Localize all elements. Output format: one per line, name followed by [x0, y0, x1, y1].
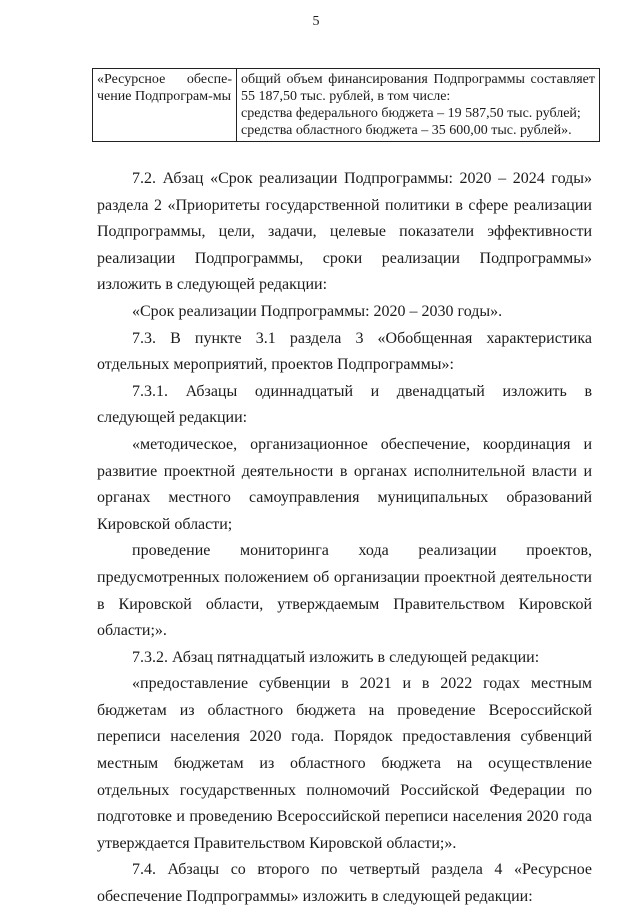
- table-line-regional: средства областного бюджета – 35 600,00 тыс. рублей».: [241, 123, 572, 138]
- resource-table: [92, 68, 600, 142]
- paragraph-7-2: 7.2. Абзац «Срок реализации Подпрограммы: 2020 – 2024 годы» раздела 2 «Приоритеты государственной политики в сфере реализации Подпрограммы, цели, задачи, целевые показатели эффективности реализации Подпрограммы, сроки реализации Подпрограммы» изложить в следующей редакции:: [97, 170, 592, 294]
- paragraph-7-4: 7.4. Абзацы со второго по четвертый раздела 4 «Ресурсное обеспечение Подпрограммы» изложить в следующей редакции:: [97, 861, 592, 906]
- table-row: [93, 69, 600, 142]
- paragraph-7-3-2: 7.3.2. Абзац пятнадцатый изложить в следующей редакции:: [132, 648, 540, 666]
- document-body: [97, 166, 592, 911]
- paragraph-new-term: «Срок реализации Подпрограммы: 2020 – 2030 годы».: [132, 302, 503, 320]
- table-value-cell: [237, 69, 600, 142]
- page-number: 5: [312, 14, 320, 29]
- table-line-total: общий объем финансирования Подпрограммы составляет 55 187,50 тыс. рублей, в том числе:: [241, 72, 595, 104]
- paragraph-methodical: «методическое, организационное обеспечение, координация и развитие проектной деятельности в органах исполнительной власти и органах местного самоуправления муниципальных образований Кировской области;: [97, 435, 592, 533]
- paragraph-7-3: 7.3. В пункте 3.1 раздела 3 «Обобщенная характеристика отдельных мероприятий, проектов Подпрограммы»:: [97, 329, 592, 374]
- table-label-cell: «Ресурсное обеспе-чение Подпрограм-мы: [93, 69, 237, 142]
- paragraph-monitoring: проведение мониторинга хода реализации проектов, предусмотренных положением об организации проектной деятельности в Кировской области, утверждаемым Правительством Кировской области;».: [97, 542, 592, 640]
- paragraph-7-3-1: 7.3.1. Абзацы одиннадцатый и двенадцатый изложить в следующей редакции:: [97, 382, 592, 427]
- table-line-federal: средства федерального бюджета – 19 587,50 тыс. рублей;: [241, 106, 581, 121]
- paragraph-subvention: «предоставление субвенции в 2021 и в 2022 годах местным бюджетам из областного бюджета на проведение Всероссийской переписи населения 2020 года. Порядок предоставления субвенций местным бюджетам из областного бюджета на осуществление отдельных государственных полномочий Российской Федерации по подготовке и проведению Всероссийской переписи населения 2020 года утверждается Правительством Кировской области;».: [97, 675, 592, 852]
